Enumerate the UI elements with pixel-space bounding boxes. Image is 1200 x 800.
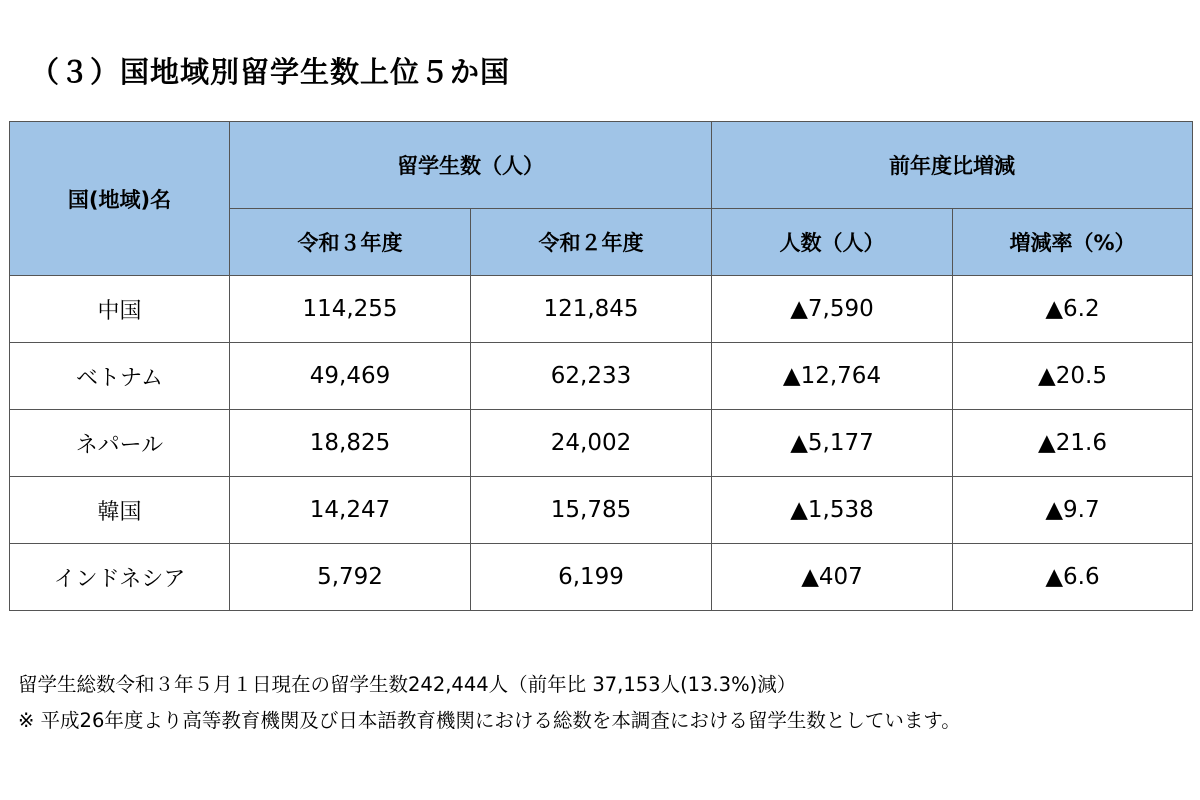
cell-country: 中国 — [10, 276, 230, 343]
cell-r2: 121,845 — [471, 276, 712, 343]
cell-r2: 24,002 — [471, 410, 712, 477]
cell-r2: 6,199 — [471, 544, 712, 611]
table-row — [10, 410, 1193, 477]
table-row — [10, 343, 1193, 410]
cell-people: ▲1,538 — [712, 477, 953, 544]
cell-r2: 15,785 — [471, 477, 712, 544]
cell-country: インドネシア — [10, 544, 230, 611]
cell-r3: 14,247 — [230, 477, 471, 544]
page-title: （３）国地域別留学生数上位５か国 — [30, 55, 511, 89]
note-total: 留学生総数令和３年５月１日現在の留学生数242,444人（前年比 37,153人(13.3%)減） — [18, 673, 797, 696]
notes — [18, 667, 961, 739]
header-people: 人数（人） — [712, 209, 953, 276]
cell-r3: 5,792 — [230, 544, 471, 611]
header-r2: 令和２年度 — [471, 209, 712, 276]
cell-people: ▲407 — [712, 544, 953, 611]
cell-country: 韓国 — [10, 477, 230, 544]
table-row — [10, 477, 1193, 544]
table-header-row-1 — [10, 122, 1193, 209]
cell-people: ▲7,590 — [712, 276, 953, 343]
cell-people: ▲12,764 — [712, 343, 953, 410]
cell-r2: 62,233 — [471, 343, 712, 410]
cell-country: ネパール — [10, 410, 230, 477]
cell-people: ▲5,177 — [712, 410, 953, 477]
cell-r3: 114,255 — [230, 276, 471, 343]
cell-rate: ▲9.7 — [953, 477, 1193, 544]
header-rate: 増減率（%） — [953, 209, 1193, 276]
header-change-group: 前年度比増減 — [712, 122, 1193, 209]
cell-r3: 49,469 — [230, 343, 471, 410]
table-row — [10, 544, 1193, 611]
header-r3: 令和３年度 — [230, 209, 471, 276]
cell-r3: 18,825 — [230, 410, 471, 477]
header-country: 国(地域)名 — [10, 122, 230, 276]
cell-rate: ▲20.5 — [953, 343, 1193, 410]
cell-rate: ▲21.6 — [953, 410, 1193, 477]
header-students-group: 留学生数（人） — [230, 122, 712, 209]
cell-rate: ▲6.6 — [953, 544, 1193, 611]
students-table — [9, 121, 1193, 611]
cell-country: ベトナム — [10, 343, 230, 410]
cell-rate: ▲6.2 — [953, 276, 1193, 343]
note-definition: ※ 平成26年度より高等教育機関及び日本語教育機関における総数を本調査における留学生数としています。 — [18, 709, 961, 732]
table-row — [10, 276, 1193, 343]
